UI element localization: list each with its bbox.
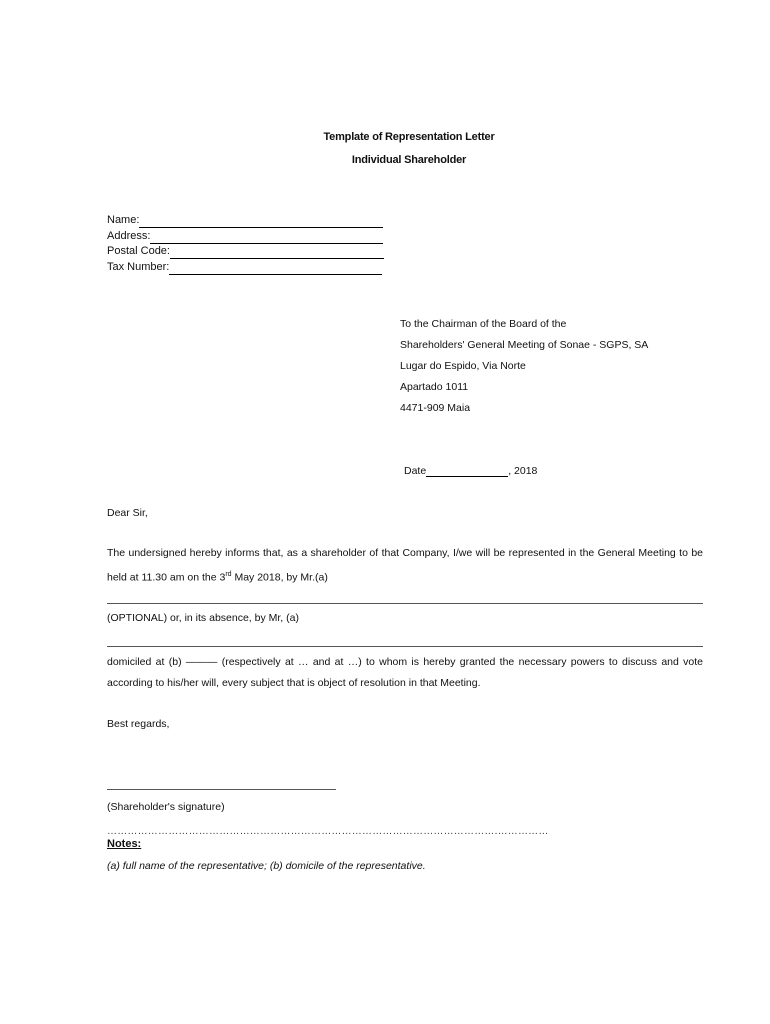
representative-blank-line	[107, 603, 703, 604]
intro-paragraph	[107, 543, 703, 589]
postal-code-field[interactable]	[107, 244, 384, 259]
document-title: Template of Representation Letter	[323, 131, 495, 143]
recipient-line: To the Chairman of the Board of the	[400, 318, 567, 330]
intro-text: The undersigned hereby informs that, as a shareholder of that Company, I/we will be represented in the General Meeting to be held at 11.30 am on the 3	[107, 547, 703, 584]
intro-text-end: May 2018, by Mr.(a)	[231, 571, 328, 584]
salutation: Dear Sir,	[107, 507, 148, 519]
postal-code-blank-line	[170, 246, 384, 259]
dotted-separator: …………………………………………………………………………………………………….……………	[107, 826, 549, 837]
notes-heading: Notes:	[107, 838, 142, 850]
address-blank-line	[150, 231, 383, 244]
recipient-line: Apartado 1011	[400, 381, 469, 393]
document-subtitle: Individual Shareholder	[351, 154, 467, 166]
tax-number-label: Tax Number:	[107, 261, 170, 273]
date-line[interactable]	[404, 465, 537, 477]
tax-number-field[interactable]	[107, 260, 382, 275]
recipient-line: 4471-909 Maia	[400, 402, 471, 414]
date-year: , 2018	[508, 465, 538, 477]
name-label: Name:	[107, 214, 140, 226]
ordinal-suffix: rd	[225, 571, 232, 578]
recipient-line: Shareholders' General Meeting of Sonae - SGPS, SA	[400, 339, 649, 351]
date-blank-line	[426, 465, 508, 477]
name-field[interactable]	[107, 213, 383, 228]
address-label: Address:	[107, 230, 151, 242]
signature-line	[107, 789, 336, 790]
optional-representative: (OPTIONAL) or, in its absence, by Mr, (a)	[107, 612, 299, 624]
optional-representative-blank-line	[107, 646, 703, 647]
closing: Best regards,	[107, 718, 170, 730]
recipient-address	[400, 314, 648, 419]
recipient-line: Lugar do Espido, Via Norte	[400, 360, 526, 372]
date-label: Date	[404, 465, 427, 477]
address-field[interactable]	[107, 229, 383, 244]
postal-code-label: Postal Code:	[107, 245, 170, 257]
notes-text: (a) full name of the representative; (b) domicile of the representative.	[107, 860, 426, 872]
signature-label: (Shareholder's signature)	[107, 801, 225, 813]
powers-paragraph: domiciled at (b) ——— (respectively at … and at …) to whom is hereby granted the necessary powers to discuss and vote according to his/her will, every subject that is object of resolution in that Meeting.	[107, 656, 703, 689]
tax-number-blank-line	[169, 262, 382, 275]
name-blank-line	[139, 215, 383, 228]
